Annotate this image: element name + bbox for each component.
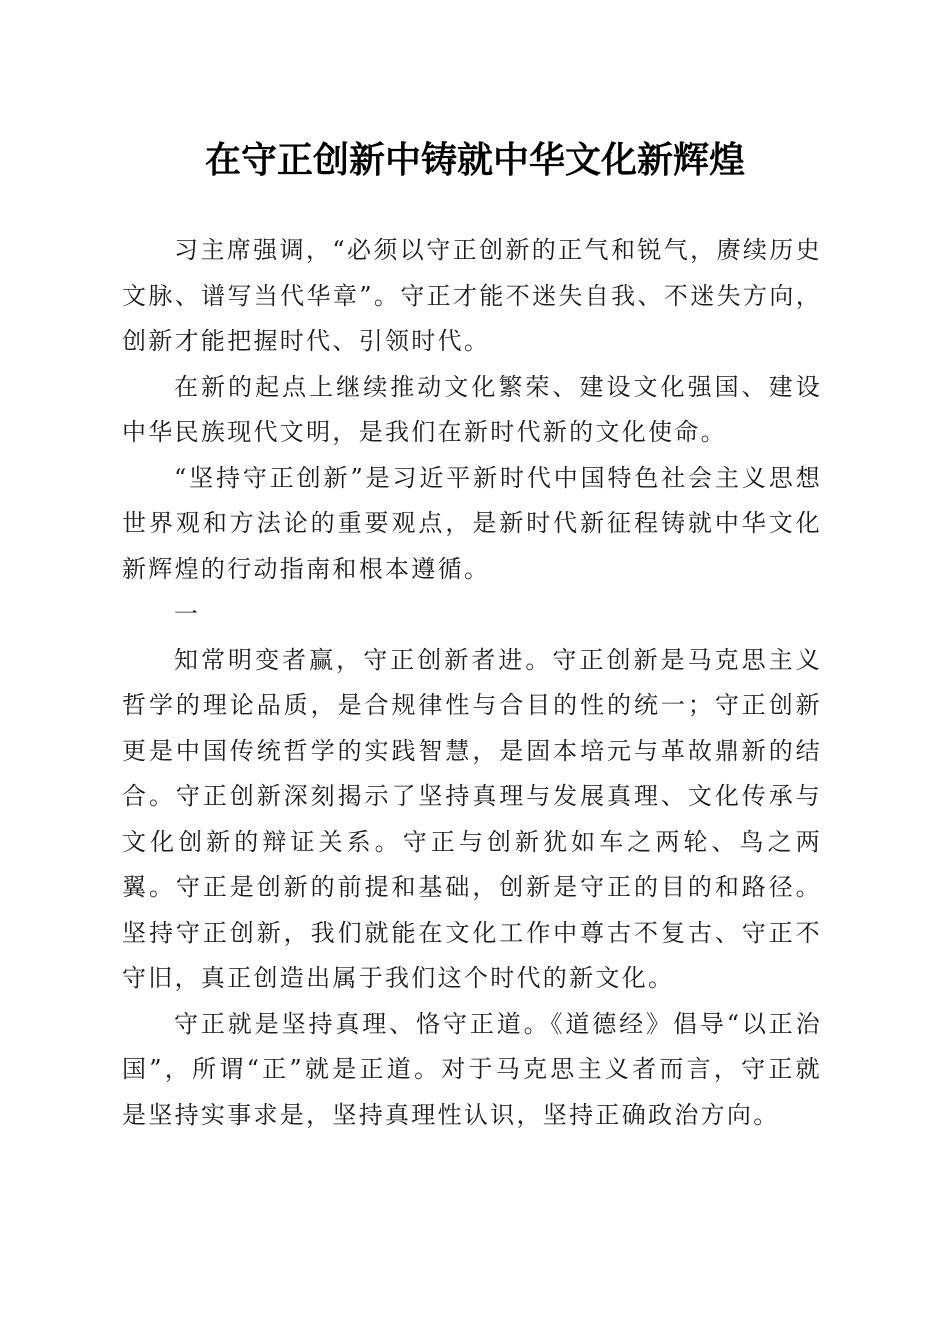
- paragraph: 在新的起点上继续推动文化繁荣、建设文化强国、建设中华民族现代文明，是我们在新时代新的文化使命。: [122, 372, 822, 446]
- paragraph: 知常明变者赢，守正创新者进。守正创新是马克思主义哲学的理论品质，是合规律性与合目的性的统一；守正创新更是中国传统哲学的实践智慧，是固本培元与革故鼎新的结合。守正创新深刻揭示了坚持真理与发展真理、文化传承与文化创新的辩证关系。守正与创新犹如车之两轮、鸟之两翼。守正是创新的前提和基础，创新是守正的目的和路径。坚持守正创新，我们就能在文化工作中尊古不复古、守正不守旧，真正创造出属于我们这个时代的新文化。: [122, 645, 822, 992]
- paragraph: 守正就是坚持真理、恪守正道。《道德经》倡导“以正治国”，所谓“正”就是正道。对于马克思主义者而言，守正就是坚持实事求是，坚持真理性认识，坚持正确政治方向。: [122, 1009, 822, 1129]
- document-title: 在守正创新中铸就中华文化新辉煌: [204, 139, 745, 181]
- section-number: 一: [174, 600, 201, 628]
- paragraph: 习主席强调，“必须以守正创新的正气和锐气，赓续历史文脉、谱写当代华章”。守正才能不迷失自我、不迷失方向，创新才能把握时代、引领时代。: [122, 236, 822, 355]
- document-body: [122, 228, 822, 1138]
- paragraph: “坚持守正创新”是习近平新时代中国特色社会主义思想世界观和方法论的重要观点，是新时代新征程铸就中华文化新辉煌的行动指南和根本遵循。: [122, 463, 822, 583]
